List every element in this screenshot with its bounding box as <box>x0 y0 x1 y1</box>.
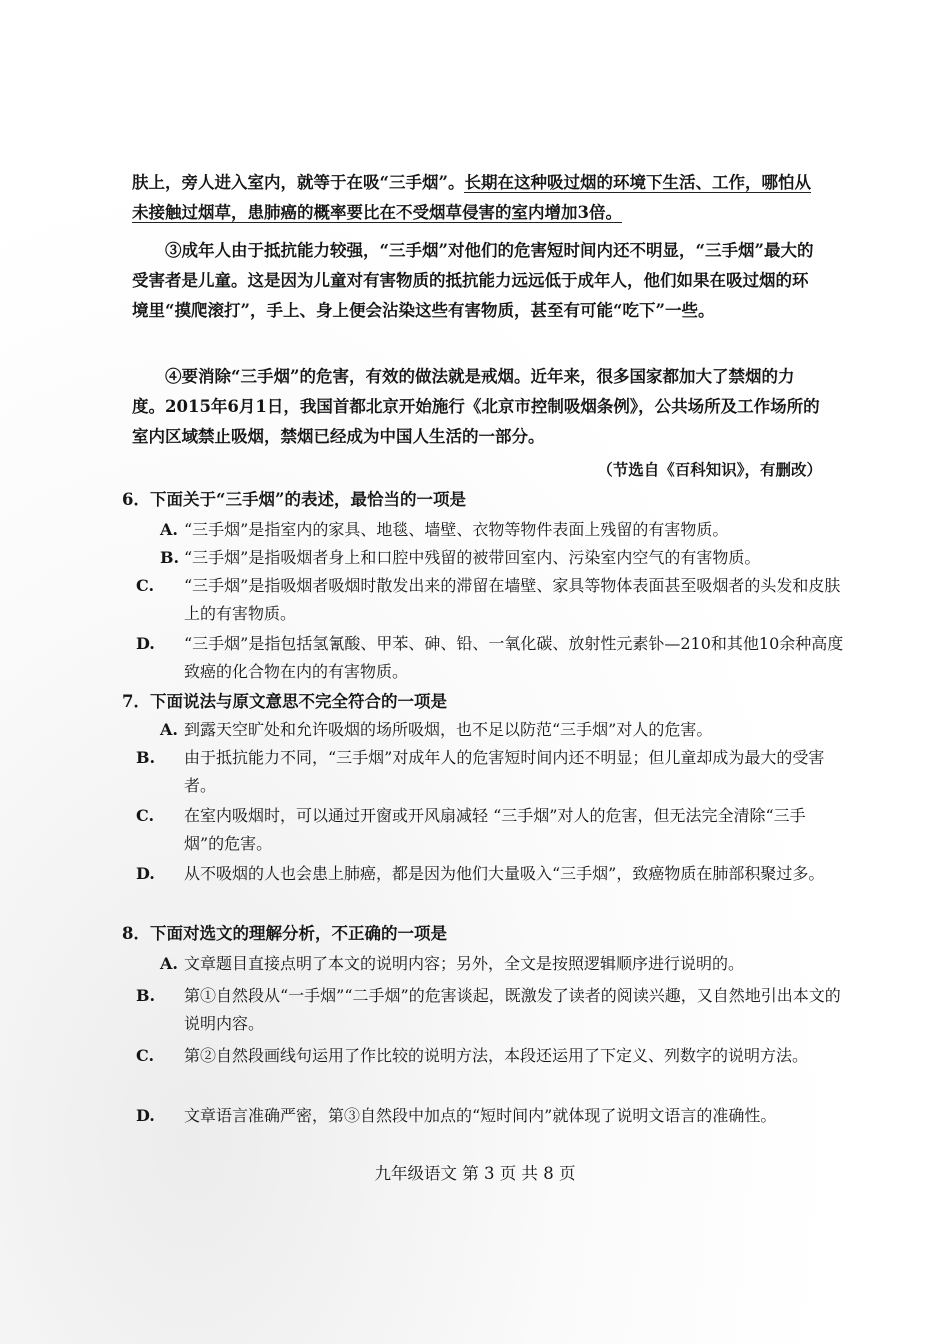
option-text: 到露天空旷处和允许吸烟的场所吸烟，也不足以防范“三手烟”对人的危害。 <box>184 720 713 739</box>
option-label: A. <box>160 720 178 739</box>
option-text: “三手烟”是指吸烟者身上和口腔中残留的被带回室内、污染室内空气的有害物质。 <box>184 548 761 567</box>
option-label: D. <box>136 864 155 883</box>
question-7-option-c[interactable] <box>136 802 844 858</box>
question-6-option-a[interactable] <box>160 516 820 544</box>
option-label: B. <box>136 986 156 1005</box>
option-text: 由于抵抗能力不同，“三手烟”对成年人的危害短时间内还不明显；但儿童却成为最大的受害者。 <box>184 748 825 795</box>
question-7-option-a[interactable] <box>160 716 820 744</box>
question-6-option-c[interactable] <box>136 572 844 628</box>
option-label: C. <box>136 1046 155 1065</box>
option-text: 从不吸烟的人也会患上肺癌，都是因为他们大量吸入“三手烟”，致癌物质在肺部积聚过多。 <box>184 864 825 883</box>
question-6-stem: 6．下面关于“三手烟”的表述，最恰当的一项是 <box>122 490 466 509</box>
paragraph-2-plain-text: 肤上，旁人进入室内，就等于在吸“三手烟”。 <box>132 173 465 192</box>
question-8-stem: 8．下面对选文的理解分析，不正确的一项是 <box>122 924 447 943</box>
question-7-option-b[interactable] <box>136 744 844 800</box>
question-8-option-b[interactable] <box>136 982 844 1038</box>
option-text: 文章题目直接点明了本文的说明内容；另外，全文是按照逻辑顺序进行说明的。 <box>184 954 745 973</box>
underlined-sentence: 长期在这种吸过烟的环境下生活、工作，哪怕从未接触过烟草，患肺癌的概率要比在不受烟草侵害的室内增加3倍。 <box>132 173 811 222</box>
option-text: “三手烟”是指包括氢氰酸、甲苯、砷、铅、一氧化碳、放射性元素钋—210和其他10余种高度致癌的化合物在内的有害物质。 <box>184 634 844 681</box>
option-label: C. <box>136 806 155 825</box>
option-text: 在室内吸烟时，可以通过开窗或开风扇减轻 “三手烟”对人的危害，但无法完全清除“三手烟”的危害。 <box>184 806 806 853</box>
question-6-option-d[interactable] <box>136 630 844 686</box>
question-7-stem: 7．下面说法与原文意思不完全符合的一项是 <box>122 692 447 711</box>
option-text: 文章语言准确严密，第③自然段中加点的“短时间内”就体现了说明文语言的准确性。 <box>184 1106 777 1125</box>
question-6-option-b[interactable] <box>160 544 820 572</box>
question-8-option-a[interactable] <box>160 950 820 978</box>
question-7-option-d[interactable] <box>136 860 844 888</box>
option-label: D. <box>136 1106 155 1125</box>
page-footer: 九年级语文 第 3 页 共 8 页 <box>374 1164 576 1183</box>
source-citation: （节选自《百科知识》，有删改） <box>597 460 822 479</box>
paragraph-2-ending <box>132 168 822 228</box>
option-text: 第①自然段从“一手烟”“二手烟”的危害谈起，既激发了读者的阅读兴趣，又自然地引出本文的说明内容。 <box>184 986 841 1033</box>
option-label: D. <box>136 634 155 653</box>
question-8-option-c[interactable] <box>136 1042 844 1070</box>
option-text: “三手烟”是指吸烟者吸烟时散发出来的滞留在墙壁、家具等物体表面甚至吸烟者的头发和皮肤上的有害物质。 <box>184 576 841 623</box>
question-8-option-d[interactable] <box>136 1102 844 1130</box>
option-label: B. <box>160 548 180 567</box>
option-label: B. <box>136 748 156 767</box>
option-label: A. <box>160 520 178 539</box>
option-text: “三手烟”是指室内的家具、地毯、墙壁、衣物等物件表面上残留的有害物质。 <box>184 520 729 539</box>
option-label: A. <box>160 954 178 973</box>
paragraph-4: ④要消除“三手烟”的危害，有效的做法就是戒烟。近年来，很多国家都加大了禁烟的力度。2015年6月1日，我国首都北京开始施行《北京市控制吸烟条例》，公共场所及工作场所的室内区域禁止吸烟，禁烟已经成为中国人生活的一部分。 <box>132 367 820 446</box>
option-label: C. <box>136 576 155 595</box>
paragraph-3: ③成年人由于抵抗能力较强，“三手烟”对他们的危害短时间内还不明显，“三手烟”最大的受害者是儿童。这是因为儿童对有害物质的抵抗能力远远低于成年人，他们如果在吸过烟的环境里“摸爬滚打”，手上、身上便会沾染这些有害物质，甚至有可能“吃下”一些。 <box>132 241 814 320</box>
option-text: 第②自然段画线句运用了作比较的说明方法，本段还运用了下定义、列数字的说明方法。 <box>184 1046 809 1065</box>
